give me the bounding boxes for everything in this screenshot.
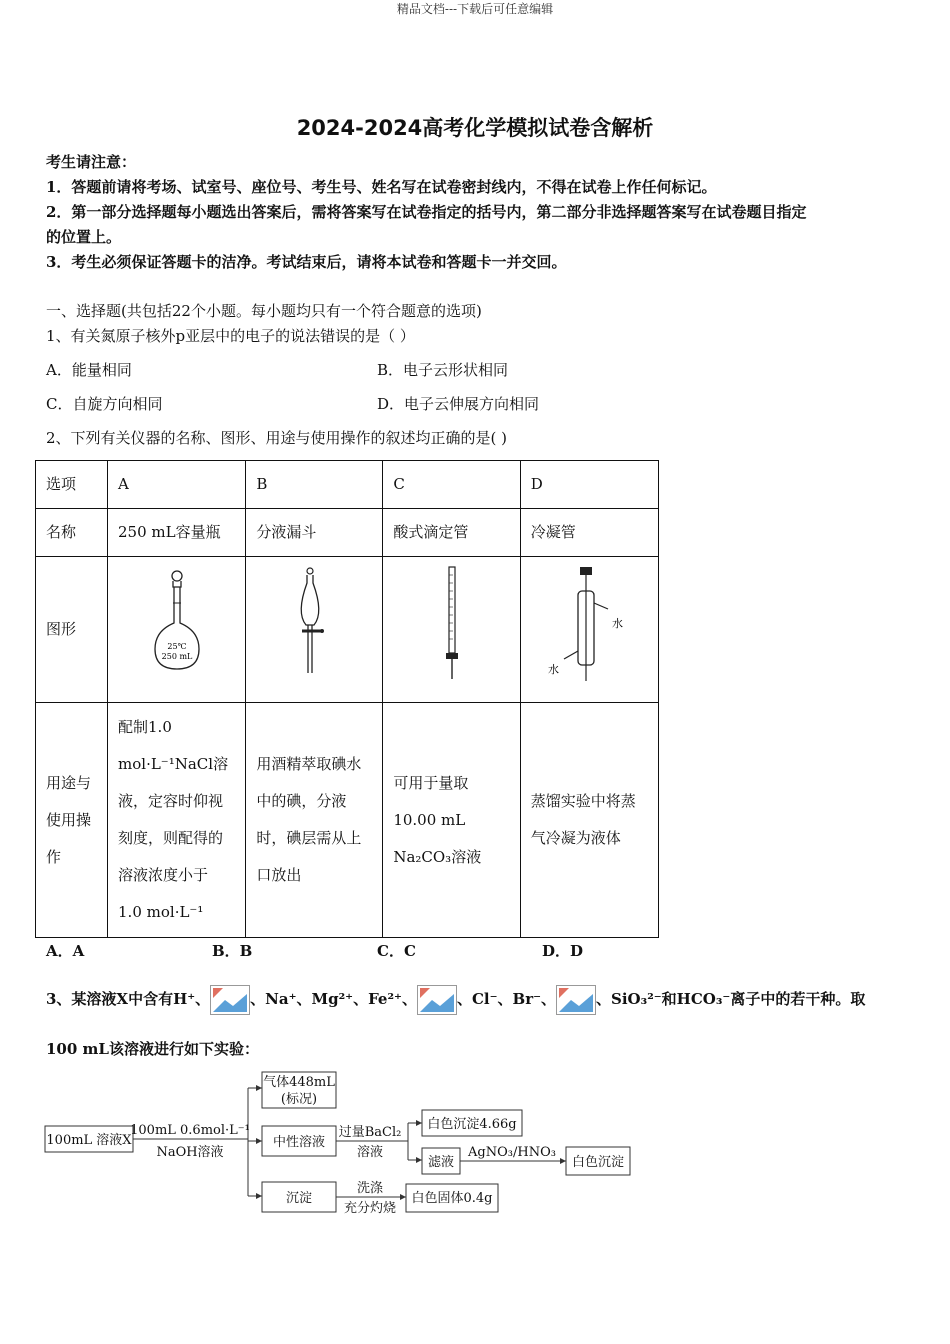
broken-image-icon bbox=[210, 985, 250, 1015]
flow-start: 100mL 溶液X bbox=[46, 1133, 132, 1148]
q1-stem: 1、有关氮原子核外p亚层中的电子的说法错误的是（ ） bbox=[46, 327, 415, 345]
q3-stem-line2: 100 mL该溶液进行如下实验： bbox=[46, 1040, 259, 1058]
experiment-flowchart bbox=[40, 1068, 640, 1218]
flow-ppt2: 白色沉淀 bbox=[571, 1155, 625, 1170]
usage-d: 蒸馏实验中将蒸 气冷凝为液体 bbox=[520, 703, 658, 938]
q2-answer-a: A．A bbox=[46, 942, 85, 960]
flow-reagent3: AgNO₃/HNO₃ bbox=[468, 1145, 556, 1160]
flow-reagent1-bottom: NaOH溶液 bbox=[156, 1145, 224, 1160]
notice-item-2-cont: 的位置上。 bbox=[46, 228, 122, 246]
flow-reagent1-top: 100mL 0.6mol·L⁻¹ bbox=[130, 1123, 250, 1138]
separatory-funnel-icon bbox=[284, 563, 344, 683]
page-title: 2024-2024高考化学模拟试卷含解析 bbox=[296, 116, 654, 140]
row-label-name: 名称 bbox=[36, 509, 108, 557]
figure-b bbox=[246, 557, 383, 703]
table-row bbox=[36, 461, 659, 509]
usage-b: 用酒精萃取碘水 中的碘，分液 时，碘层需从上 口放出 bbox=[246, 703, 383, 938]
name-d: 冷凝管 bbox=[520, 509, 658, 557]
q3-stem-line1: 3、某溶液X中含有H⁺、 、Na⁺、Mg²⁺、Fe²⁺、 、Cl⁻、Br⁻、 、SiO₃²⁻和HCO₃⁻离子中的若干种。取 bbox=[46, 985, 926, 1015]
flask-temp-label: 25℃ bbox=[167, 641, 187, 651]
notice-heading: 考生请注意： bbox=[46, 153, 137, 171]
usage-c: 可用于量取 10.00 mL Na₂CO₃溶液 bbox=[383, 703, 520, 938]
flow-reagent2-top: 过量BaCl₂ bbox=[338, 1125, 402, 1140]
flow-precip: 沉淀 bbox=[285, 1191, 313, 1206]
flow-gas: 气体448mL bbox=[263, 1075, 335, 1090]
flow-reagent2-bottom: 溶液 bbox=[356, 1145, 384, 1160]
option-d: D bbox=[520, 461, 658, 509]
flow-solid: 白色固体0.4g bbox=[411, 1191, 493, 1206]
broken-image-icon bbox=[417, 985, 457, 1015]
flask-volume-label: 250 mL bbox=[161, 651, 193, 661]
q2-answer-d: D．D bbox=[542, 942, 584, 960]
row-label-usage: 用途与 使用操 作 bbox=[36, 703, 108, 938]
q1-option-a: A．能量相同 bbox=[46, 361, 132, 379]
section-heading: 一、选择题(共包括22个小题。每小题均只有一个符合题意的选项) bbox=[46, 302, 482, 320]
condenser-icon bbox=[534, 561, 644, 685]
table-row bbox=[36, 703, 659, 938]
q2-stem: 2、下列有关仪器的名称、图形、用途与使用操作的叙述均正确的是( ) bbox=[46, 429, 508, 447]
q1-option-c: C．自旋方向相同 bbox=[46, 395, 163, 413]
table-row bbox=[36, 509, 659, 557]
notice-item-2: 2．第一部分选择题每小题选出答案后，需将答案写在试卷指定的括号内，第二部分非选择题答案写在试卷题目指定 bbox=[46, 203, 807, 221]
notice-item-1: 1．答题前请将考场、试室号、座位号、考生号、姓名写在试卷密封线内，不得在试卷上作任何标记。 bbox=[46, 178, 717, 196]
q1-option-b: B．电子云形状相同 bbox=[377, 361, 509, 379]
flow-reagent4-top: 洗涤 bbox=[356, 1181, 384, 1196]
flow-ppt1: 白色沉淀4.66g bbox=[427, 1117, 517, 1132]
volumetric-flask-icon bbox=[137, 563, 217, 683]
q2-answer-b: B．B bbox=[212, 942, 253, 960]
flow-gas-note: (标况) bbox=[280, 1092, 318, 1107]
flow-reagent4-bottom: 充分灼烧 bbox=[343, 1201, 397, 1216]
figure-a bbox=[108, 557, 246, 703]
notice-item-3: 3．考生必须保证答题卡的洁净。考试结束后，请将本试卷和答题卡一并交回。 bbox=[46, 253, 567, 271]
figure-c bbox=[383, 557, 520, 703]
option-c: C bbox=[383, 461, 520, 509]
figure-d bbox=[520, 557, 658, 703]
row-label-figure: 图形 bbox=[36, 557, 108, 703]
page-header: 精品文档---下载后可任意编辑 bbox=[396, 2, 554, 16]
name-a: 250 mL容量瓶 bbox=[108, 509, 246, 557]
name-b: 分液漏斗 bbox=[246, 509, 383, 557]
water-out-label: 水 bbox=[548, 662, 560, 676]
q1-option-d: D．电子云伸展方向相同 bbox=[377, 395, 540, 413]
table-row bbox=[36, 557, 659, 703]
q2-table bbox=[35, 460, 659, 938]
row-label-option: 选项 bbox=[36, 461, 108, 509]
flow-filtrate: 滤液 bbox=[427, 1155, 455, 1170]
broken-image-icon bbox=[556, 985, 596, 1015]
option-b: B bbox=[246, 461, 383, 509]
option-a: A bbox=[108, 461, 246, 509]
burette-icon bbox=[432, 561, 472, 685]
name-c: 酸式滴定管 bbox=[383, 509, 520, 557]
water-in-label: 水 bbox=[612, 616, 624, 630]
usage-a: 配制1.0 mol·L⁻¹NaCl溶 液，定容时仰视 刻度，则配得的 溶液浓度小于 1.0 mol·L⁻¹ bbox=[108, 703, 246, 938]
q2-answer-c: C．C bbox=[377, 942, 416, 960]
flow-neutral: 中性溶液 bbox=[272, 1135, 326, 1150]
